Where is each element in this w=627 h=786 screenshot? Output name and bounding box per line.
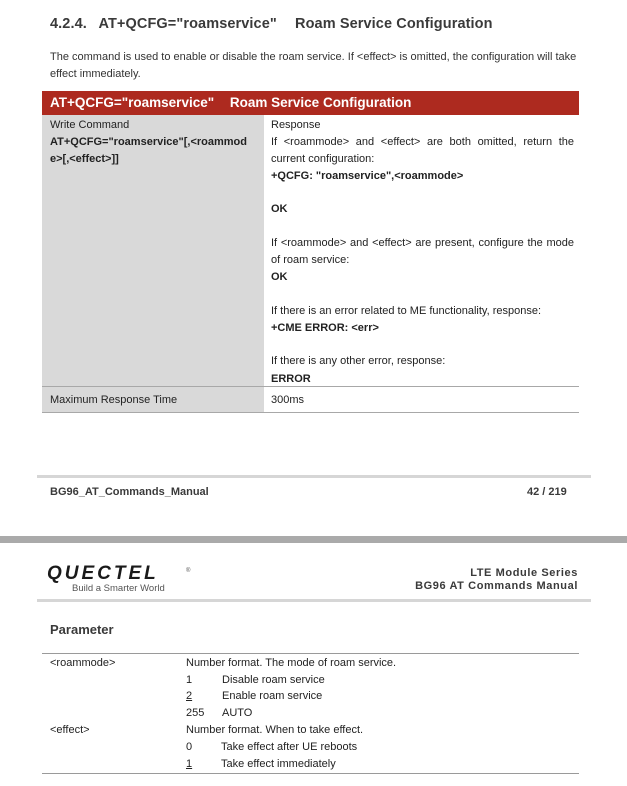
response-text-query: If <roammode> and <effect> are both omitted, return the current configuration:: [271, 136, 574, 165]
section-heading: [50, 16, 493, 32]
response-cme-error: +CME ERROR: <err>: [271, 322, 379, 334]
logo-tagline: Build a Smarter World: [72, 583, 165, 594]
header-series: LTE Module Series: [470, 567, 578, 579]
effect-value-1: 0: [186, 741, 193, 753]
roammode-label-1: Disable roam service: [222, 674, 325, 686]
roammode-value-3: 255: [186, 707, 205, 719]
effect-value-2: 1: [186, 758, 193, 770]
response-label: Response: [271, 119, 321, 131]
response-ok-2: OK: [271, 271, 288, 283]
response-text-other-error: If there is any other error, response:: [271, 355, 446, 367]
header-divider: [37, 599, 591, 602]
param-roammode-desc: Number format. The mode of roam service.: [186, 657, 397, 669]
parameter-top-border: [42, 653, 579, 654]
response-ok-1: OK: [271, 203, 288, 215]
max-response-value: 300ms: [271, 394, 305, 406]
response-text-me-error: If there is an error related to ME functionality, response:: [271, 305, 542, 317]
effect-label-1: Take effect after UE reboots: [221, 741, 358, 753]
param-effect-name: <effect>: [50, 724, 90, 736]
roammode-label-2: Enable roam service: [222, 690, 323, 702]
footer-page-number: 42 / 219: [527, 486, 567, 498]
footer-doc-name: BG96_AT_Commands_Manual: [50, 486, 209, 498]
table-header-command: AT+QCFG="roamservice": [50, 95, 215, 110]
param-roammode-name: <roammode>: [50, 657, 116, 669]
max-response-label: Maximum Response Time: [50, 394, 178, 406]
response-query-result: +QCFG: "roamservice",<roammode>: [271, 170, 464, 182]
write-command-syntax-1: AT+QCFG="roamservice"[,<roammod: [50, 136, 247, 148]
parameter-bottom-border: [42, 773, 579, 774]
table-header-title: Roam Service Configuration: [229, 95, 412, 110]
roammode-label-3: AUTO: [222, 707, 253, 719]
parameter-title: Parameter: [50, 622, 114, 637]
response-error: ERROR: [271, 373, 311, 385]
section-command: AT+QCFG="roamservice": [98, 16, 277, 32]
footer-divider: [37, 475, 591, 478]
page-separator: [0, 536, 627, 543]
section-number: 4.2.4.: [50, 16, 87, 32]
roammode-value-1: 1: [186, 674, 193, 686]
param-effect-desc: Number format. When to take effect.: [186, 724, 364, 736]
table-bottom-border: [42, 412, 579, 413]
quectel-logo: QUECTEL: [47, 563, 159, 584]
effect-label-2: Take effect immediately: [221, 758, 336, 770]
section-intro: The command is used to enable or disable the roam service. If <effect> is omitted, the configuration will take effect immediately.: [50, 51, 577, 80]
header-manual: BG96 AT Commands Manual: [415, 580, 578, 592]
response-text-configure: If <roammode> and <effect> are present, configure the mode of roam service:: [271, 237, 574, 266]
write-command-syntax-2: e>[,<effect>]]: [50, 153, 119, 165]
command-table-header: [42, 91, 579, 115]
registered-mark-icon: ®: [186, 568, 191, 574]
roammode-value-2: 2: [186, 690, 193, 702]
write-command-label: Write Command: [50, 119, 130, 131]
section-title: Roam Service Configuration: [295, 16, 493, 32]
